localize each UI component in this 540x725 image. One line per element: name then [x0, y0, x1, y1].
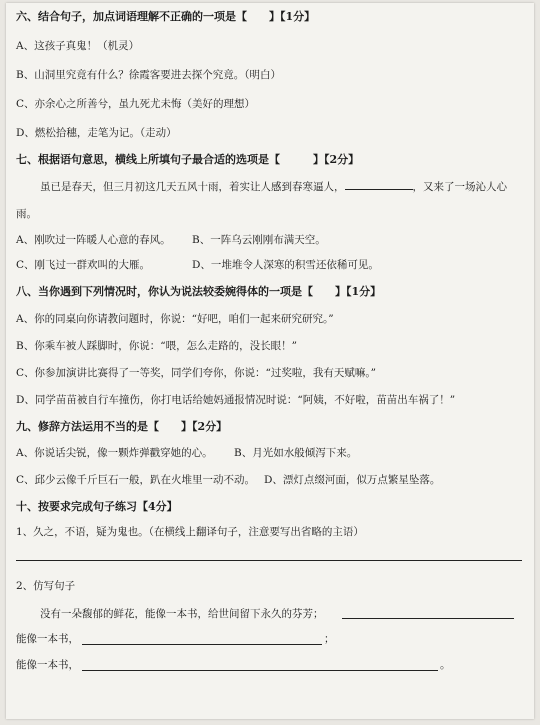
model-sentence-line: [342, 618, 514, 619]
imitation-line1-blank[interactable]: [82, 644, 322, 645]
section7-sentence-part1: 虽已是春天，但三月初这几天五风十雨，着实让人感到春寒逼人，: [40, 181, 345, 193]
section10-q1: 1、久之，不语，疑为鬼也。（在横线上翻译句子，注意要写出省略的主语）: [16, 526, 364, 538]
translation-answer-line[interactable]: [16, 560, 522, 561]
section8-option-b: B、你乘车被人踩脚时，你说：“喂，怎么走路的，没长眼！”: [16, 340, 297, 352]
section7-answer-blank[interactable]: [345, 179, 413, 190]
section6-option-c: C、亦余心之所善兮，虽九死尤未悔（美好的理想）: [16, 98, 256, 110]
section7-option-c: C、刚飞过一群欢叫的大雁。: [16, 259, 151, 271]
section6-option-a: A、这孩子真鬼！（机灵）: [16, 40, 140, 52]
section8-option-a: A、你的同桌向你请教问题时，你说：“好吧，咱们一起来研究研究。”: [16, 313, 334, 325]
section7-sentence: [40, 179, 524, 194]
section6-option-d: D、燃松拾穗，走笔为记。（走动）: [16, 127, 177, 139]
section9-option-d: D、漂灯点缀河面，似万点繁星坠落。: [264, 474, 441, 486]
section7-option-a: A、刚吹过一阵暖人心意的春风。: [16, 234, 171, 246]
section8-title: 八、当你遇到下列情况时，你认为说法较委婉得体的一项是【 】【1分】: [16, 285, 382, 298]
section9-option-c: C、邱少云像千斤巨石一般，趴在火堆里一动不动。: [16, 474, 256, 486]
section9-option-a: A、你说话尖锐，像一颗炸弹戳穿她的心。: [16, 447, 213, 459]
imitation-line2-end: 。: [440, 659, 451, 671]
section7-option-b: B、一阵乌云刚刚布满天空。: [192, 234, 326, 246]
section6-title: 六、结合句子，加点词语理解不正确的一项是【 】【1分】: [16, 10, 316, 23]
section8-option-d: D、同学苗苗被自行车撞伤，你打电话给她妈通报情况时说：“阿姨，不好啦，苗苗出车祸了！”: [16, 394, 456, 406]
section6-option-b: B、山洞里究竟有什么？徐霞客要进去探个究竟。（明白）: [16, 69, 281, 81]
section7-option-d: D、一堆堆令人深寒的积雪还依稀可见。: [192, 259, 379, 271]
exam-sheet: [6, 3, 534, 719]
section9-option-b: B、月光如水般倾泻下来。: [234, 447, 358, 459]
section7-sentence-end: 雨。: [16, 208, 37, 220]
section7-sentence-part2: ，又来了一场沁人心: [412, 181, 507, 193]
imitation-line2-label: 能像一本书，: [16, 659, 79, 671]
imitation-line1-end: ；: [324, 633, 335, 645]
section10-q2: 2、仿写句子: [16, 580, 76, 592]
section9-title: 九、修辞方法运用不当的是【 】【2分】: [16, 420, 228, 433]
section10-title: 十、按要求完成句子练习【4分】: [16, 500, 178, 513]
model-sentence: 没有一朵馥郁的鲜花，能像一本书，给世间留下永久的芬芳；: [40, 608, 324, 620]
imitation-line2-blank[interactable]: [82, 670, 438, 671]
imitation-line1-label: 能像一本书，: [16, 633, 79, 645]
section8-option-c: C、你参加演讲比赛得了一等奖，同学们夸你，你说：“过奖啦，我有天赋嘛。”: [16, 367, 377, 379]
section7-title: 七、根据语句意思，横线上所填句子最合适的选项是【 】【2分】: [16, 153, 360, 166]
